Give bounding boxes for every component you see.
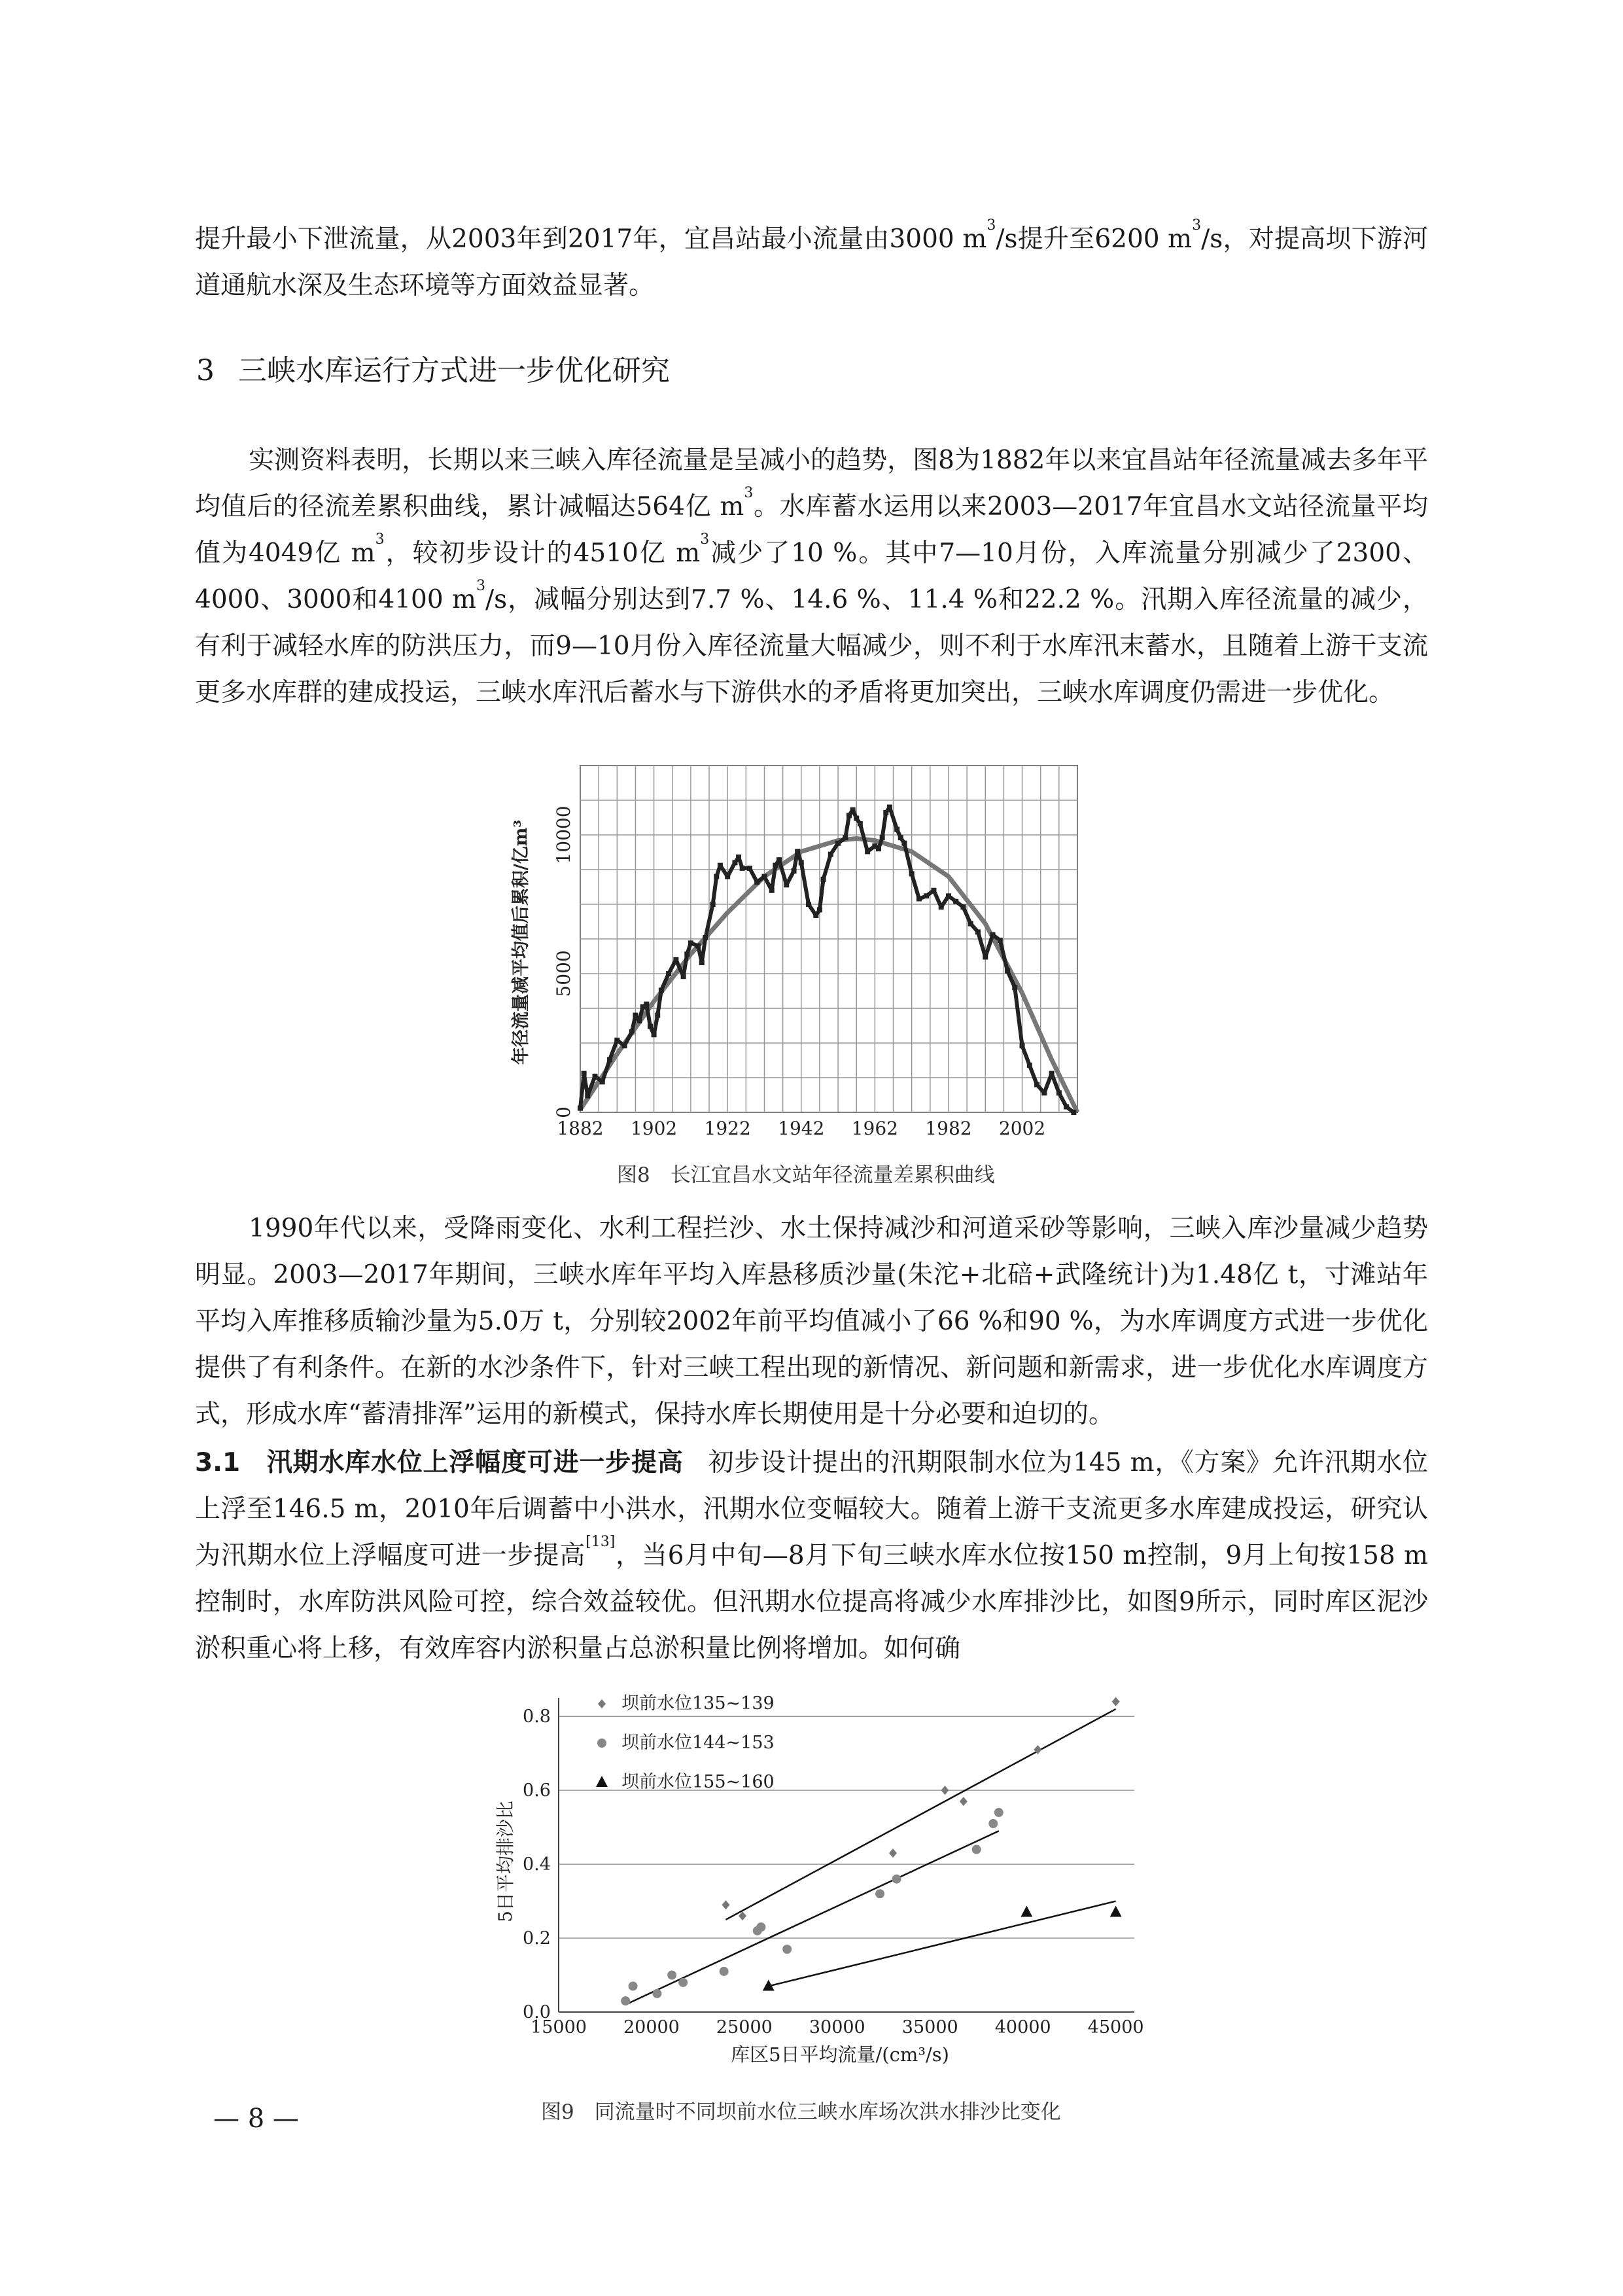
fig8-data-point [718,863,723,868]
fig9-x-tick-35000: 35000 [901,2017,958,2038]
fig9-y-axis-label: 5日平均排沙比 [495,1801,516,1922]
fig8-data-point [1056,1090,1062,1095]
fig8-data-point [582,1071,587,1076]
page-number: — 8 — [213,2104,299,2134]
fig9-point-series-2 [972,1845,981,1854]
section-heading: 3 三峡水库运行方式进一步优化研究 [196,354,670,387]
fig8-data-point [792,868,797,874]
fig8-data-point [710,902,716,907]
fig9-x-tick-45000: 45000 [1087,2017,1144,2038]
fig9-y-tick-0.2: 0.2 [523,1928,551,1949]
fig8-data-point [821,877,826,882]
fig8-data-point [843,835,848,840]
fig8-data-point [898,835,903,840]
fig8-data-point [806,902,811,907]
fig9-point-series-2 [720,1967,729,1976]
fig8-data-point [960,904,966,910]
fig8-data-point [865,849,870,854]
fig8-data-point [725,874,730,879]
fig8-data-point [714,874,719,879]
fig8-data-point [659,987,664,993]
fig9-legend-label-2: 坝前水位144~153 [621,1733,775,1753]
paragraph-1: 提升最小下泄流量，从2003年到2017年，宜昌站最小流量由3000 $m^3/s$提升至6200 $m^3/s$，对提高坝下游河道通航水深及生态环境等方面效益显著。 [195,217,1428,300]
paragraph-2: 实测资料表明，长期以来三峡入库径流量是呈减小的趋势，图8为1882年以来宜昌站年径流量减去多年平均值后的径流差累积曲线，累计减幅达564亿 $m^3$。水库蓄水运用以来2003—2017年宜昌水文站径流量平均值为4049亿 $m^3$，较初步设计的4510亿 $m^3$减少了10 %。其中7—10月份，入库流量分别减少了2300、4000、3000和4100 $m^3/s$，减幅分别达到7.7 %、14.6 %、11.4 %和22.2 %。汛期入库径流量的减少，有利于减轻水库的防洪压力，而9—10月份入库径流量大幅减少，则不利于水库汛末蓄水，且随着上游干支流更多水库群的建成投运，三峡水库汛后蓄水与下游供水的矛盾将更加突出，三峡水库调度仍需进一步优化。 [195,446,1428,707]
figure-8-caption: 图8 长江宜昌水文站年径流量差累积曲线 [617,1163,995,1187]
fig8-data-point [1005,968,1010,974]
fig8-data-point [732,860,737,865]
fig8-data-point [998,938,1003,943]
fig8-data-point [637,1018,642,1023]
fig9-point-series-2 [667,1971,676,1980]
fig8-data-point [688,940,693,945]
fig8-data-point [1064,1104,1069,1110]
fig9-point-series-2 [875,1889,884,1898]
fig9-point-series-2 [892,1875,901,1884]
fig8-y-axis-label: 年径流量减平均值后累积/亿m³ [511,819,531,1065]
fig8-x-tick-1942: 1942 [778,1118,825,1139]
fig8-data-point [648,1024,653,1029]
fig8-data-point [799,860,804,865]
fig8-data-point [795,849,800,854]
fig8-data-point [633,1013,638,1018]
fig8-data-point [990,932,996,938]
fig8-x-tick-1962: 1962 [851,1118,899,1139]
fig8-data-point [695,944,701,949]
fig9-point-series-2 [782,1945,792,1954]
fig8-data-point [858,821,863,826]
fig8-data-point [585,1093,590,1099]
fig8-data-point [622,1043,627,1048]
fig9-y-tick-0.4: 0.4 [523,1854,551,1875]
fig8-x-tick-1922: 1922 [704,1118,751,1139]
fig8-data-point [931,888,936,893]
fig8-data-point [850,807,856,813]
fig8-data-point [1027,1063,1032,1068]
fig8-y-tick-0: 0 [553,1106,574,1118]
fig8-data-point [652,1032,657,1037]
fig8-data-point [813,913,818,918]
fig8-data-point [607,1057,612,1062]
fig9-point-series-2 [652,1989,661,1998]
fig9-y-tick-0.8: 0.8 [523,1706,551,1727]
fig8-data-point [681,974,686,979]
fig9-point-series-2 [629,1981,638,1990]
fig8-data-point [655,1013,660,1018]
fig8-data-point [983,955,988,960]
fig8-data-point [880,835,885,840]
fig8-data-point [924,893,929,898]
fig8-data-point [953,899,958,904]
fig8-data-point [901,841,907,846]
paragraph-3: 1990年代以来，受降雨变化、水利工程拦沙、水土保持减沙和河道采砂等影响，三峡入库沙量减少趋势明显。2003—2017年期间，三峡水库年平均入库悬移质沙量(朱沱+北碚+武隆统计)为1.48亿 t，寸滩站年平均入库推移质输沙量为5.0万 t，分别较2002年前平均值减小了66 %和90 %，为水库调度方式进一步优化提供了有利条件。在新的水沙条件下，针对三峡工程出现的新情况、新问题和新需求，进一步优化水库调度方式，形成水库“蓄清排浑”运用的新模式，保持水库长期使用是十分必要和迫切的。 [195,1214,1428,1429]
fig8-data-point [754,879,759,885]
fig8-data-point [703,935,708,940]
fig8-data-point [887,805,892,810]
fig8-data-point [769,888,775,893]
fig9-point-series-2 [678,1978,688,1987]
fig8-data-point [854,816,859,821]
fig8-data-point [761,874,767,879]
fig8-data-point [673,957,678,963]
fig8-data-point [740,866,745,871]
fig8-data-point [883,810,888,815]
fig9-x-tick-25000: 25000 [716,2017,773,2038]
fig9-x-axis-label: 库区5日平均流量/(cm³/s) [731,2043,949,2066]
fig9-x-tick-30000: 30000 [809,2017,865,2038]
fig8-data-point [828,852,833,857]
fig8-data-point [1020,1043,1025,1048]
fig8-data-point [1071,1110,1076,1115]
fig8-data-point [600,1079,605,1084]
figure-8-chart [497,759,1112,1145]
figure-9-caption: 图9 同流量时不同坝前水位三峡水库场次洪水排沙比变化 [541,2100,1061,2124]
fig8-data-point [629,1029,635,1034]
fig8-data-point [939,904,944,910]
fig9-point-series-2 [756,1922,765,1932]
fig8-data-point [894,827,899,832]
citation-ref: [13] [585,1534,616,1550]
subsection-3-1-title: 3.1 汛期水库水位上浮幅度可进一步提高 [195,1448,684,1477]
fig9-legend-marker-2 [597,1739,606,1748]
fig8-data-point [593,1074,598,1079]
fig8-data-point [747,866,752,871]
fig8-x-tick-1902: 1902 [630,1118,678,1139]
fig9-x-tick-20000: 20000 [623,2017,680,2038]
fig8-data-point [644,1002,649,1007]
fig8-data-point [975,929,981,934]
fig8-x-tick-1882: 1882 [557,1118,604,1139]
fig8-data-point [684,951,689,957]
fig8-data-point [946,893,951,898]
fig9-point-series-2 [621,1996,630,2005]
figure-9-chart [484,1688,1151,2081]
paragraph-4: 3.1 汛期水库水位上浮幅度可进一步提高 初步设计提出的汛期限制水位为145 m，《方案》允许汛期水位上浮至146.5 m，2010年后调蓄中小洪水，汛期水位变幅较大。随着上游干支流更多水库建成投运，研究认为汛期水位上浮幅度可进一步提高[13]，当6月中旬—8月下旬三峡水库水位按150 m控制，9月上旬按158 m控制时，水库防洪风险可控，综合效益较优。但汛期水位提高将减少水库排沙比，如图9所示，同时库区泥沙淤积重心将上移，有效库容内淤积量占总淤积量比例将增加。如何确 [195,1448,1428,1663]
fig8-data-point [817,907,822,912]
fig8-data-point [1041,1090,1047,1095]
fig8-data-point [777,857,782,862]
fig8-data-point [916,896,922,902]
fig8-data-point [846,813,852,818]
fig8-x-tick-1982: 1982 [925,1118,972,1139]
fig9-point-series-2 [994,1808,1003,1817]
fig9-y-tick-0.0: 0.0 [523,2002,551,2022]
fig8-data-point [835,841,841,846]
fig8-data-point [773,863,778,868]
fig8-data-point [968,921,973,927]
fig9-legend-label-3: 坝前水位155~160 [621,1772,775,1792]
fig8-y-tick-5000: 5000 [553,950,574,997]
fig8-y-tick-10000: 10000 [553,805,574,864]
fig8-data-point [876,846,881,851]
fig9-x-tick-40000: 40000 [994,2017,1051,2038]
fig8-data-point [784,882,789,887]
fig9-y-tick-0.6: 0.6 [523,1780,551,1801]
fig8-data-point [1049,1071,1055,1076]
fig8-data-point [909,871,915,876]
fig8-data-point [736,855,741,860]
fig8-data-point [578,1106,583,1111]
fig8-data-point [614,1038,620,1043]
fig8-data-point [1034,1082,1039,1087]
fig9-legend-label-1: 坝前水位135~139 [621,1693,775,1714]
fig8-x-tick-2002: 2002 [998,1118,1046,1139]
fig8-data-point [699,960,705,965]
fig9-x-tick-15000: 15000 [531,2017,587,2038]
fig9-point-series-2 [988,1819,998,1828]
fig8-data-point [1012,985,1017,990]
fig8-data-point [666,971,671,976]
